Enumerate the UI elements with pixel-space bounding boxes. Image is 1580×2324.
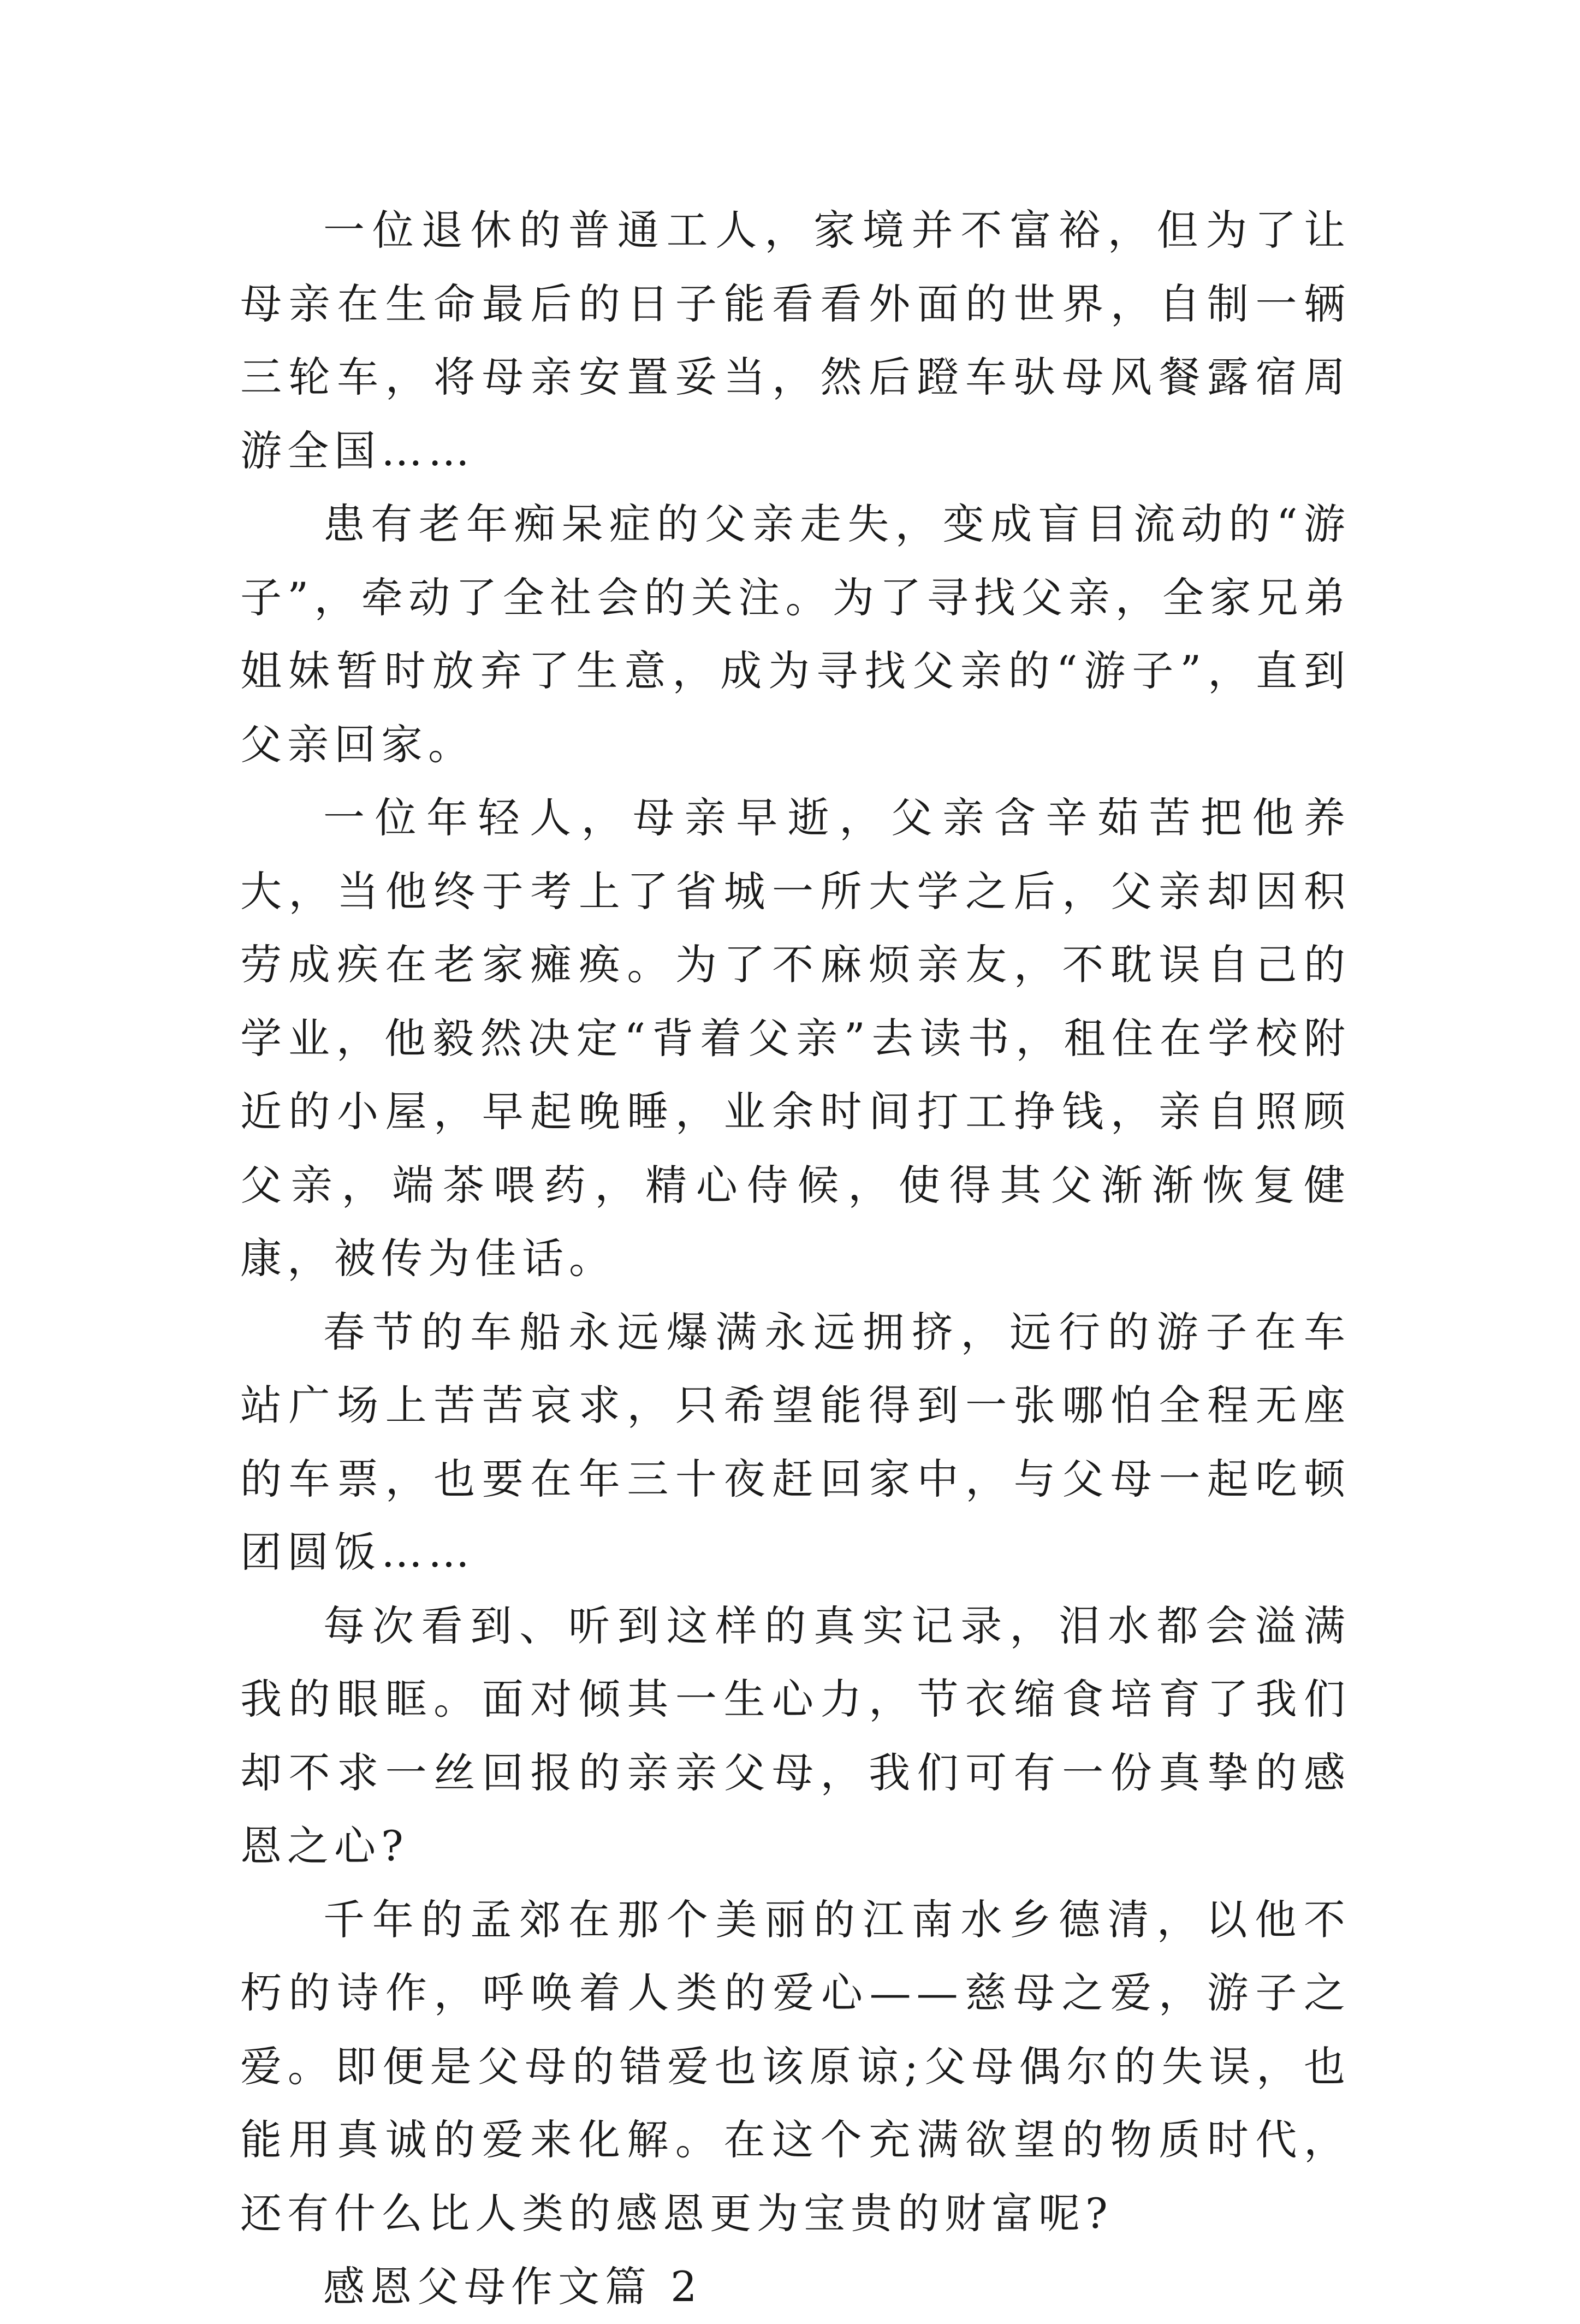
paragraph-2: 患有老年痴呆症的父亲走失，变成盲目流动的“游子”，牵动了全社会的关注。为了寻找父亲，全家兄弟姐妹暂时放弃了生意，成为寻找父亲的“游子”，直到父亲回家。	[240, 500, 1351, 769]
paragraph-6: 千年的孟郊在那个美丽的江南水乡德清，以他不朽的诗作，呼唤着人类的爱心——慈母之爱，游子之爱。即便是父母的错爱也该原谅;父母偶尔的失误，也能用真诚的爱来化解。在这个充满欲望的物质时代，还有什么比人类的感恩更为宝贵的财富呢?	[240, 1895, 1351, 2238]
section-heading: 感恩父母作文篇 2	[323, 2262, 703, 2311]
paragraph-5: 每次看到、听到这样的真实记录，泪水都会溢满我的眼眶。面对倾其一生心力，节衣缩食培育了我们却不求一丝回报的亲亲父母，我们可有一份真挚的感恩之心?	[240, 1601, 1351, 1870]
document-body	[240, 194, 1351, 2324]
paragraph-3: 一位年轻人，母亲早逝，父亲含辛茹苦把他养大，当他终于考上了省城一所大学之后，父亲却因积劳成疾在老家瘫痪。为了不麻烦亲友，不耽误自己的学业，他毅然决定“背着父亲”去读书，租住在学校附近的小屋，早起晚睡，业余时间打工挣钱，亲自照顾父亲，端茶喂药，精心侍候，使得其父渐渐恢复健康，被传为佳话。	[240, 793, 1351, 1283]
paragraph-1: 一位退休的普通工人，家境并不富裕，但为了让母亲在生命最后的日子能看看外面的世界，自制一辆三轮车，将母亲安置妥当，然后蹬车驮母风餐露宿周游全国……	[240, 206, 1351, 475]
paragraph-4: 春节的车船永远爆满永远拥挤，远行的游子在车站广场上苦苦哀求，只希望能得到一张哪怕全程无座的车票，也要在年三十夜赶回家中，与父母一起吃顿团圆饭……	[240, 1307, 1351, 1576]
